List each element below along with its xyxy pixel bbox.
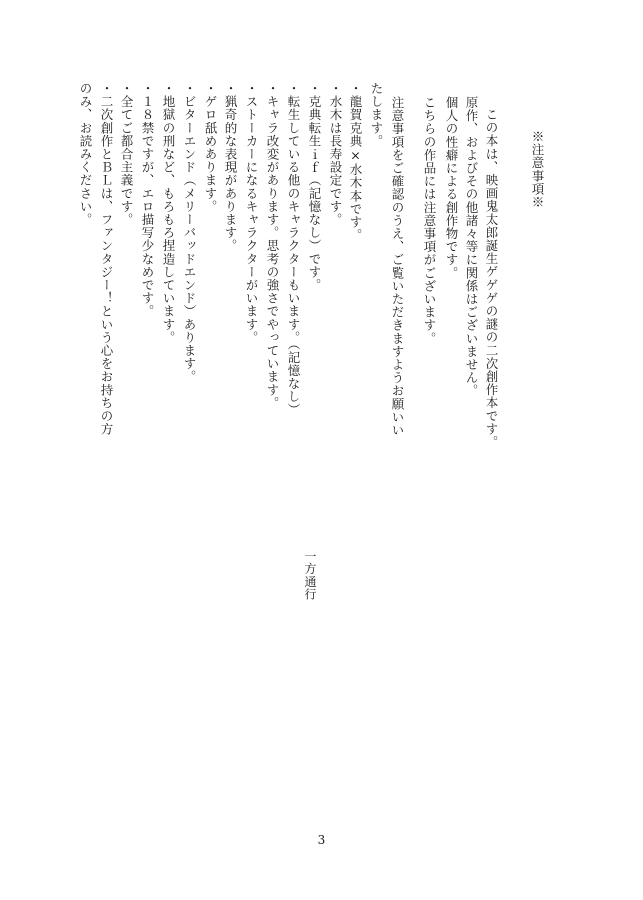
list-item: ・地獄の刑など、もろもろ捏造しています。 bbox=[161, 82, 176, 344]
list-item: ・全てご都合主義です。 bbox=[119, 82, 134, 227]
list-item-continuation: のみ、お読みください。 bbox=[78, 82, 93, 227]
list-item: ・克典転生ｉｆ（記憶なし）です。 bbox=[307, 82, 322, 292]
page-number: 3 bbox=[317, 833, 326, 847]
intro-line-4: こちらの作品には注意事項がございます。 bbox=[422, 96, 437, 345]
list-item: ・ストーカーになるキャラクターがいます。 bbox=[244, 82, 259, 344]
list-item: ・二次創作とＢＬは、ファンタジー！という心をお持ちの方 bbox=[99, 82, 114, 436]
list-item: ・龍賀克典×水木本です。 bbox=[348, 82, 363, 242]
list-item: ・猟奇的な表現があります。 bbox=[223, 82, 238, 253]
list-item: ・転生している他のキャラクターもいます。（記憶なし） bbox=[286, 82, 301, 417]
request-line-2: たします。 bbox=[369, 82, 384, 148]
list-item: ・ビターエンド（メリーバッドエンド）あります。 bbox=[182, 82, 197, 384]
request-line-1: 注意事項をご確認のうえ、ご覧いただきますようお願いい bbox=[390, 96, 405, 437]
list-item: ・キャラ改変があります。思考の強さでやっています。 bbox=[265, 82, 280, 410]
page-heading: ※注意事項※ bbox=[530, 130, 545, 209]
list-item: ・１８禁ですが、エロ描写少なめです。 bbox=[140, 82, 155, 318]
list-item: ・ゲロ舐めあります。 bbox=[203, 82, 218, 213]
intro-line-1: この本は、映画鬼太郎誕生ゲゲゲの謎の二次創作本です。 bbox=[484, 108, 499, 449]
intro-line-3: 個人の性癖による創作物です。 bbox=[444, 96, 459, 280]
footer-mark: 一方通行 bbox=[303, 550, 317, 601]
list-item: ・水木は長寿設定です。 bbox=[328, 82, 343, 227]
intro-line-2: 原作、およびその他諸々等に関係はございません。 bbox=[464, 96, 479, 398]
